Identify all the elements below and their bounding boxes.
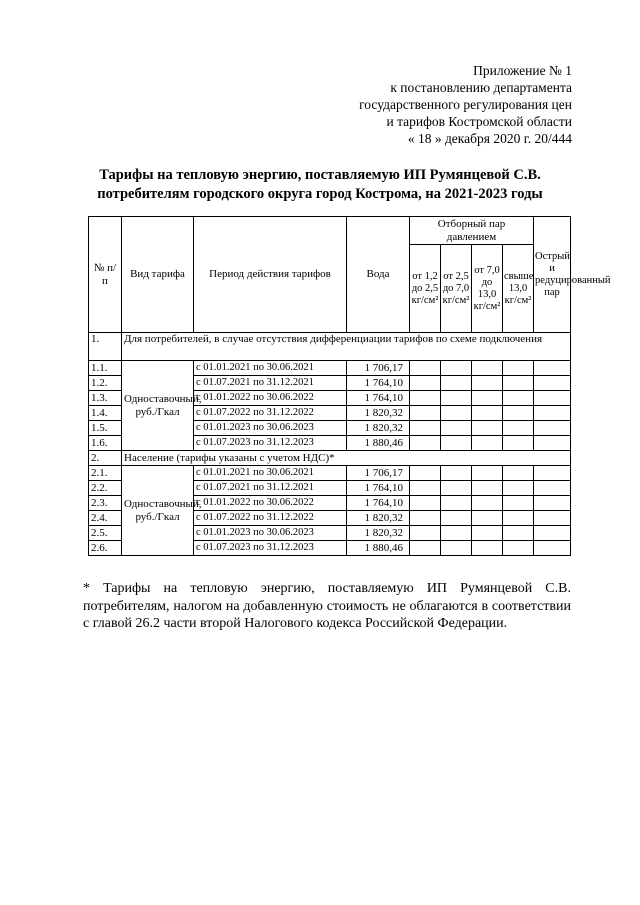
empty-cell xyxy=(410,361,441,376)
empty-cell xyxy=(472,526,503,541)
row-period: с 01.07.2022 по 31.12.2022 xyxy=(194,406,347,421)
row-num: 2.6. xyxy=(89,541,122,556)
empty-cell xyxy=(441,391,472,406)
empty-cell xyxy=(503,436,534,451)
appendix-line: и тарифов Костромской области xyxy=(386,114,572,129)
row-num: 1.4. xyxy=(89,406,122,421)
empty-cell xyxy=(534,481,571,496)
empty-cell xyxy=(441,541,472,556)
empty-cell xyxy=(441,526,472,541)
row-water-value: 1 764,10 xyxy=(347,481,410,496)
row-period: с 01.07.2023 по 31.12.2023 xyxy=(194,436,347,451)
empty-cell xyxy=(534,406,571,421)
row-water-value: 1 706,17 xyxy=(347,361,410,376)
empty-cell xyxy=(410,466,441,481)
row-num: 1.3. xyxy=(89,391,122,406)
appendix-line: « 18 » декабря 2020 г. 20/444 xyxy=(407,131,572,146)
empty-cell xyxy=(503,496,534,511)
empty-cell xyxy=(472,391,503,406)
empty-cell xyxy=(534,436,571,451)
empty-cell xyxy=(534,541,571,556)
empty-cell xyxy=(441,376,472,391)
empty-cell xyxy=(410,526,441,541)
header-steam-3: от 7,0 до 13,0 кг/см² xyxy=(472,245,503,333)
row-water-value: 1 820,32 xyxy=(347,511,410,526)
row-water-value: 1 820,32 xyxy=(347,421,410,436)
row-num: 1.6. xyxy=(89,436,122,451)
empty-cell xyxy=(534,421,571,436)
row-period: с 01.01.2021 по 30.06.2021 xyxy=(194,361,347,376)
empty-cell xyxy=(503,421,534,436)
document-title xyxy=(60,166,580,204)
row-water-value: 1 764,10 xyxy=(347,376,410,391)
row-period: с 01.01.2022 по 30.06.2022 xyxy=(194,391,347,406)
row-water-value: 1 764,10 xyxy=(347,391,410,406)
empty-cell xyxy=(503,526,534,541)
row-num: 2.3. xyxy=(89,496,122,511)
row-water-value: 1 820,32 xyxy=(347,526,410,541)
empty-cell xyxy=(472,541,503,556)
header-period: Период действия тарифов xyxy=(194,217,347,333)
appendix-header xyxy=(252,62,572,147)
section-num: 1. xyxy=(89,333,122,361)
empty-cell xyxy=(503,406,534,421)
empty-cell xyxy=(410,376,441,391)
empty-cell xyxy=(534,376,571,391)
empty-cell xyxy=(410,481,441,496)
row-water-value: 1 880,46 xyxy=(347,436,410,451)
appendix-line: Приложение № 1 xyxy=(473,63,572,78)
empty-cell xyxy=(410,436,441,451)
section-label: Население (тарифы указаны с учетом НДС)* xyxy=(122,451,571,466)
empty-cell xyxy=(503,541,534,556)
empty-cell xyxy=(503,481,534,496)
row-water-value: 1 764,10 xyxy=(347,496,410,511)
empty-cell xyxy=(472,406,503,421)
row-period: с 01.01.2023 по 30.06.2023 xyxy=(194,421,347,436)
tariff-table xyxy=(88,216,611,556)
footnote: * Тарифы на тепловую энергию, поставляемую ИП Румянцевой С.В. потребителям, налогом на добавленную стоимость не облагаются в соответствии с главой 26.2 части второй Налогового кодекса Российской Федерации. xyxy=(83,581,571,631)
empty-cell xyxy=(534,496,571,511)
empty-cell xyxy=(441,511,472,526)
empty-cell xyxy=(503,466,534,481)
empty-cell xyxy=(410,391,441,406)
empty-cell xyxy=(472,481,503,496)
header-steam-2: от 2,5 до 7,0 кг/см² xyxy=(441,245,472,333)
row-period: с 01.07.2023 по 31.12.2023 xyxy=(194,541,347,556)
row-water-value: 1 880,46 xyxy=(347,541,410,556)
empty-cell xyxy=(441,436,472,451)
empty-cell xyxy=(410,511,441,526)
section-num: 2. xyxy=(89,451,122,466)
empty-cell xyxy=(410,541,441,556)
empty-cell xyxy=(441,466,472,481)
empty-cell xyxy=(472,466,503,481)
empty-cell xyxy=(503,361,534,376)
row-water-value: 1 820,32 xyxy=(347,406,410,421)
section-label: Для потребителей, в случае отсутствия дифференциации тарифов по схеме подключения xyxy=(122,333,571,361)
empty-cell xyxy=(441,496,472,511)
row-num: 2.5. xyxy=(89,526,122,541)
empty-cell xyxy=(534,391,571,406)
title-line-1: Тарифы на тепловую энергию, поставляемую ИП Румянцевой С.В. xyxy=(99,167,541,183)
row-num: 1.1. xyxy=(89,361,122,376)
empty-cell xyxy=(472,421,503,436)
row-num: 1.5. xyxy=(89,421,122,436)
empty-cell xyxy=(410,421,441,436)
empty-cell xyxy=(472,361,503,376)
empty-cell xyxy=(534,526,571,541)
header-steam-1: от 1,2 до 2,5 кг/см² xyxy=(410,245,441,333)
row-period: с 01.01.2023 по 30.06.2023 xyxy=(194,526,347,541)
empty-cell xyxy=(534,466,571,481)
row-period: с 01.07.2022 по 31.12.2022 xyxy=(194,511,347,526)
empty-cell xyxy=(503,511,534,526)
row-period: с 01.01.2022 по 30.06.2022 xyxy=(194,496,347,511)
empty-cell xyxy=(503,391,534,406)
empty-cell xyxy=(472,436,503,451)
row-period: с 01.07.2021 по 31.12.2021 xyxy=(194,481,347,496)
appendix-line: к постановлению департамента xyxy=(390,80,572,95)
empty-cell xyxy=(472,376,503,391)
title-line-2: потребителям городского округа город Кострома, на 2021-2023 годы xyxy=(97,186,543,202)
row-num: 2.1. xyxy=(89,466,122,481)
empty-cell xyxy=(503,376,534,391)
row-water-value: 1 706,17 xyxy=(347,466,410,481)
empty-cell xyxy=(472,496,503,511)
header-sharp-steam: Острый и редуцированный пар xyxy=(534,217,571,333)
row-period: с 01.07.2021 по 31.12.2021 xyxy=(194,376,347,391)
empty-cell xyxy=(441,481,472,496)
header-num: № п/п xyxy=(89,217,122,333)
row-num: 2.2. xyxy=(89,481,122,496)
empty-cell xyxy=(441,406,472,421)
header-steam-4: свыше 13,0 кг/см² xyxy=(503,245,534,333)
row-num: 1.2. xyxy=(89,376,122,391)
empty-cell xyxy=(441,421,472,436)
row-num: 2.4. xyxy=(89,511,122,526)
header-steam-group: Отборный пар давлением xyxy=(410,217,534,245)
empty-cell xyxy=(534,511,571,526)
empty-cell xyxy=(472,511,503,526)
header-tariff-type: Вид тарифа xyxy=(122,217,194,333)
header-water: Вода xyxy=(347,217,410,333)
tariff-unit: Одноставочный, руб./Гкал xyxy=(122,361,194,451)
tariff-unit: Одноставочный, руб./Гкал xyxy=(122,466,194,556)
row-period: с 01.01.2021 по 30.06.2021 xyxy=(194,466,347,481)
appendix-line: государственного регулирования цен xyxy=(359,97,572,112)
empty-cell xyxy=(410,406,441,421)
empty-cell xyxy=(441,361,472,376)
empty-cell xyxy=(534,361,571,376)
empty-cell xyxy=(410,496,441,511)
